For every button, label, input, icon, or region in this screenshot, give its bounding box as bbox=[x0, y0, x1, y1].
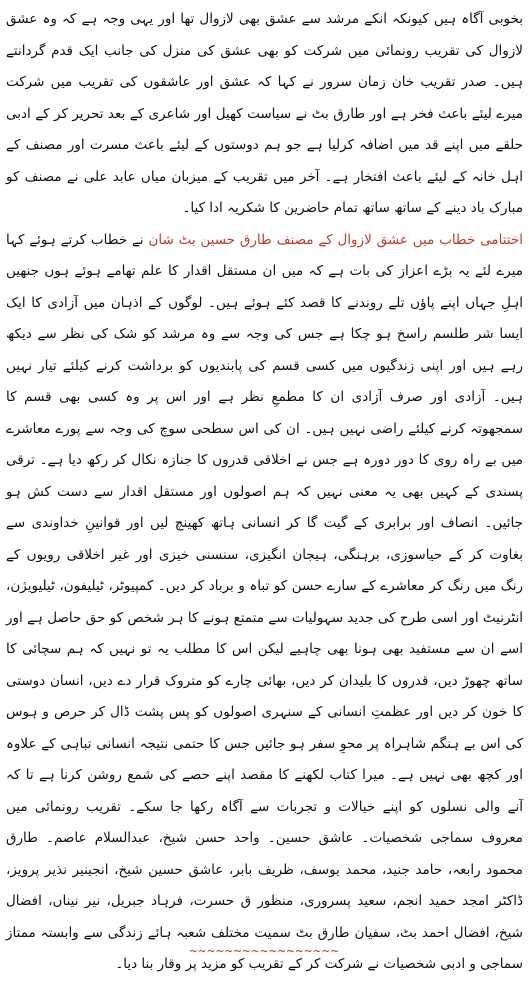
paragraph-closing-remarks: بخوبی آگاہ ہیں کیونکہ انکے مرشد سے عشق بھی لازوال تھا اور یہی وجہ ہے کہ وہ عشق لازوال کی تقریب رونمائی میں شرکت کو بھی عشق کی منزل کی جانب ایک قدم گردانتے ہیں۔ صدر تقریب خان زمان سرور نے کہا کہ عشق اور عاشقوں کی تقریب میں شرکت میرے لیئے باعث فخر ہے اور طارق بٹ نے سیاست کھیل اور شاعری کے بعد تحریر کر کے ادبی حلقے میں اپنے قد میں اضافہ کرلیا ہے جو ہم دوستوں کے لیئے باعث مسرت اور مصنف کے اہل خانہ کے لیئے باعث افتخار ہے۔ آخر میں تقریب کے میزبان میاں عابد علی نے مصنف کو مبارک باد دینے کے ساتھ ساتھ تمام حاضرین کا شکریہ ادا کیا۔ bbox=[6, 11, 523, 216]
speech-lead-highlight: اختتامی خطاب میں عشق لازوال کے مصنف طارق حسین بٹ شان bbox=[148, 231, 523, 248]
paragraph-author-speech bbox=[6, 225, 523, 981]
article-body bbox=[6, 4, 523, 981]
speech-body: نے خطاب کرتے ہوئے کہا میرے لئے یہ بڑے اعزاز کی بات ہے کہ میں ان مستقل اقدار کا علم تھامے ہوئے ہوں جنھیں اہلِ جہاں اپنے پاؤں تلے روندنے کا قصد کئے ہوئے ہیں۔ لوگوں کے اذہان میں آزادی کا ایک ایسا شر طلسم راسخ ہو چکا ہے جس کی وجہ سے وہ مرشد کو شک کی نظر سے دیکھ رہے ہیں اور اپنی زندگیوں میں کسی قسم کی پابندیوں کو برداشت کرنے کیلئے تیار نہیں ہیں۔ آزادی اور صرف آزادی ان کا مطمعِ نظر ہے اور اس پر وہ کسی بھی قسم کا سمجھوتہ کرنے کیلئے راضی نہیں ہیں۔ ان کی اس سطحی سوچ کی وجہ سے پورے معاشرے میں بے راہ روی کا دور دورہ ہے جس نے اخلاقی قدروں کا جنازہ نکال کر رکھ دیا ہے۔ ترقی پسندی کے کہیں بھی یہ معنی نہیں کہ ہم اصولوں اور مستقل اقدار سے دست کش ہو جائیں۔ انصاف اور برابری کے گیت گا کر انسانی ہاتھ کھینچ لیں اور قوانینِ خداوندی سے بغاوت کر کے حیاسوزی، برہنگی، ہیجان انگیزی، سنسنی خیزی اور غیر اخلاقی رویوں کے رنگ میں رنگ کر معاشرے کے سارے حسن کو تباہ و برباد کر دیں۔ کمپیوٹر، ٹیلیفون، ٹیلیویژن، انٹرنیٹ اور اسی طرح کی جدید سہولیات سے متمتع ہونے کا ہر شخص کو حق حاصل ہے اور اسے ان سے مستفید بھی ہونا بھی چاہیے لیکن اس کا مطلب یہ تو نہیں کہ ہم سچائی کا ساتھ چھوڑ دیں، قدروں کا بلیدان کر دیں، بھائی چارے کو متروک قرار دے دیں، انسان دوستی کا خون کر دیں اور عظمتِ انسانی کے سنہری اصولوں کو پس پشت ڈال کر حرص و ہوس کی اس بے ہنگم شاہراہ پر محوِ سفر ہو جائیں جس کا حتمی نتیجہ انسانی تباہی کے علاوہ اور کچھ بھی نہیں ہے۔ میرا کتاب لکھنے کا مقصد اپنے حصے کی شمع روشن کرنا ہے تا کہ آنے والی نسلوں کو اپنے خیالات و تجربات سے آگاہ رکھا جا سکے۔ تقریب رونمائی میں معروف سماجی شخصیات۔ عاشق حسین۔ واحد حسن شیخ، عبدالسلام عاصم۔ طارق محمود رابعہ، حامد جنید، محمد یوسف، ظریف بابر، عاشق حسین شیخ، انجینیر نذیر پرویز، ڈاکٹر امجد حمید انجم، سعید پسروری، منظور ق حسرت، فرہاد جبریل، نیر نیناں، افضال شیخ، افضال احمد بٹ، سفیان طارق بٹ سمیت مختلف شعبہ ہائے زندگی سے وابستہ ممتاز سماجی و ادبی شخصیات نے شرکت کر کے تقریب کو مزید پر وقار بنا دیا۔ bbox=[6, 231, 523, 972]
end-divider: ~~~~~~~~~~~~~~~~~ bbox=[189, 944, 340, 959]
